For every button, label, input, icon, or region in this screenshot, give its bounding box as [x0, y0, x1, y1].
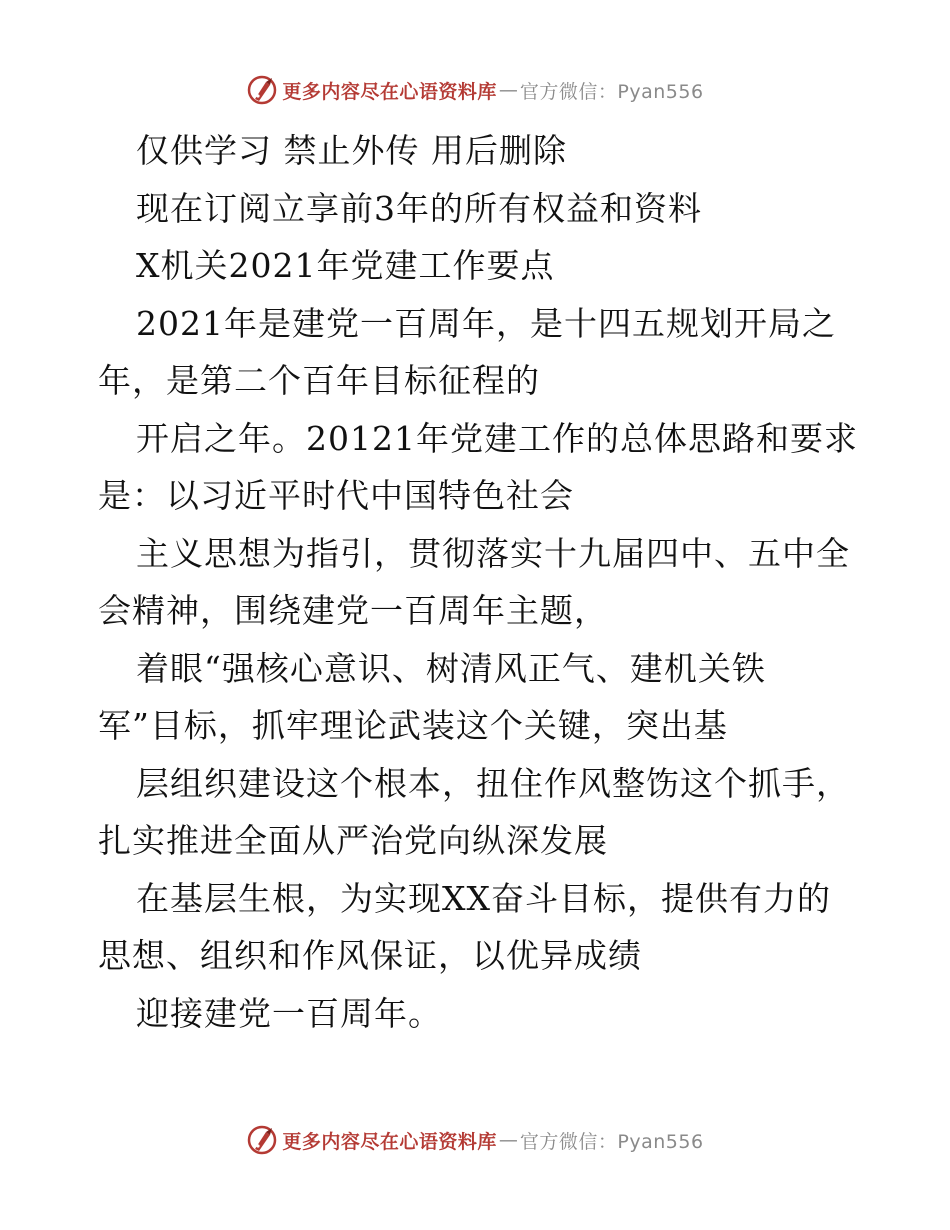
header-banner: [0, 70, 950, 110]
pen-nib-logo-icon: [246, 74, 278, 106]
text-line-9: 会精神，围绕建党一百周年主题，: [98, 591, 608, 630]
pen-nib-logo-icon: [246, 1124, 278, 1156]
text-line-5: 年，是第二个百年目标征程的: [98, 361, 540, 400]
text-line-7: 是：以习近平时代中国特色社会: [98, 476, 574, 515]
text-line-1: 仅供学习 禁止外传 用后删除: [136, 131, 567, 170]
header-brand-text: 更多内容尽在心语资料库: [282, 80, 497, 103]
document-title: X机关2021年党建工作要点: [136, 246, 555, 285]
document-body: [98, 122, 858, 1042]
text-line-4: 2021年是建党一百周年，是十四五规划开局之: [136, 303, 836, 343]
header-separator: —: [498, 79, 518, 101]
text-line-13: 扎实推进全面从严治党向纵深发展: [98, 821, 608, 860]
text-line-10: 着眼“强核心意识、树清风正气、建机关铁: [136, 648, 766, 688]
footer-separator: —: [498, 1129, 518, 1151]
text-line-11: 军”目标，抓牢理论武装这个关键，突出基: [98, 706, 728, 745]
text-line-15: 思想、组织和作风保证，以优异成绩: [98, 936, 642, 975]
text-line-6: 开启之年。20121年党建工作的总体思路和要求: [136, 418, 858, 458]
header-wechat-text: 官方微信：Pyan556: [519, 80, 704, 103]
text-line-14: 在基层生根，为实现XX奋斗目标，提供有力的: [136, 878, 831, 918]
text-line-16: 迎接建党一百周年。: [136, 993, 442, 1033]
footer-wechat-text: 官方微信：Pyan556: [519, 1130, 704, 1153]
text-line-12: 层组织建设这个根本，扭住作风整饬这个抓手，: [136, 763, 850, 803]
footer-banner: [0, 1120, 950, 1160]
footer-brand-text: 更多内容尽在心语资料库: [282, 1130, 497, 1153]
text-line-2: 现在订阅立享前3年的所有权益和资料: [136, 188, 702, 228]
text-line-8: 主义思想为指引，贯彻落实十九届四中、五中全: [136, 533, 850, 573]
